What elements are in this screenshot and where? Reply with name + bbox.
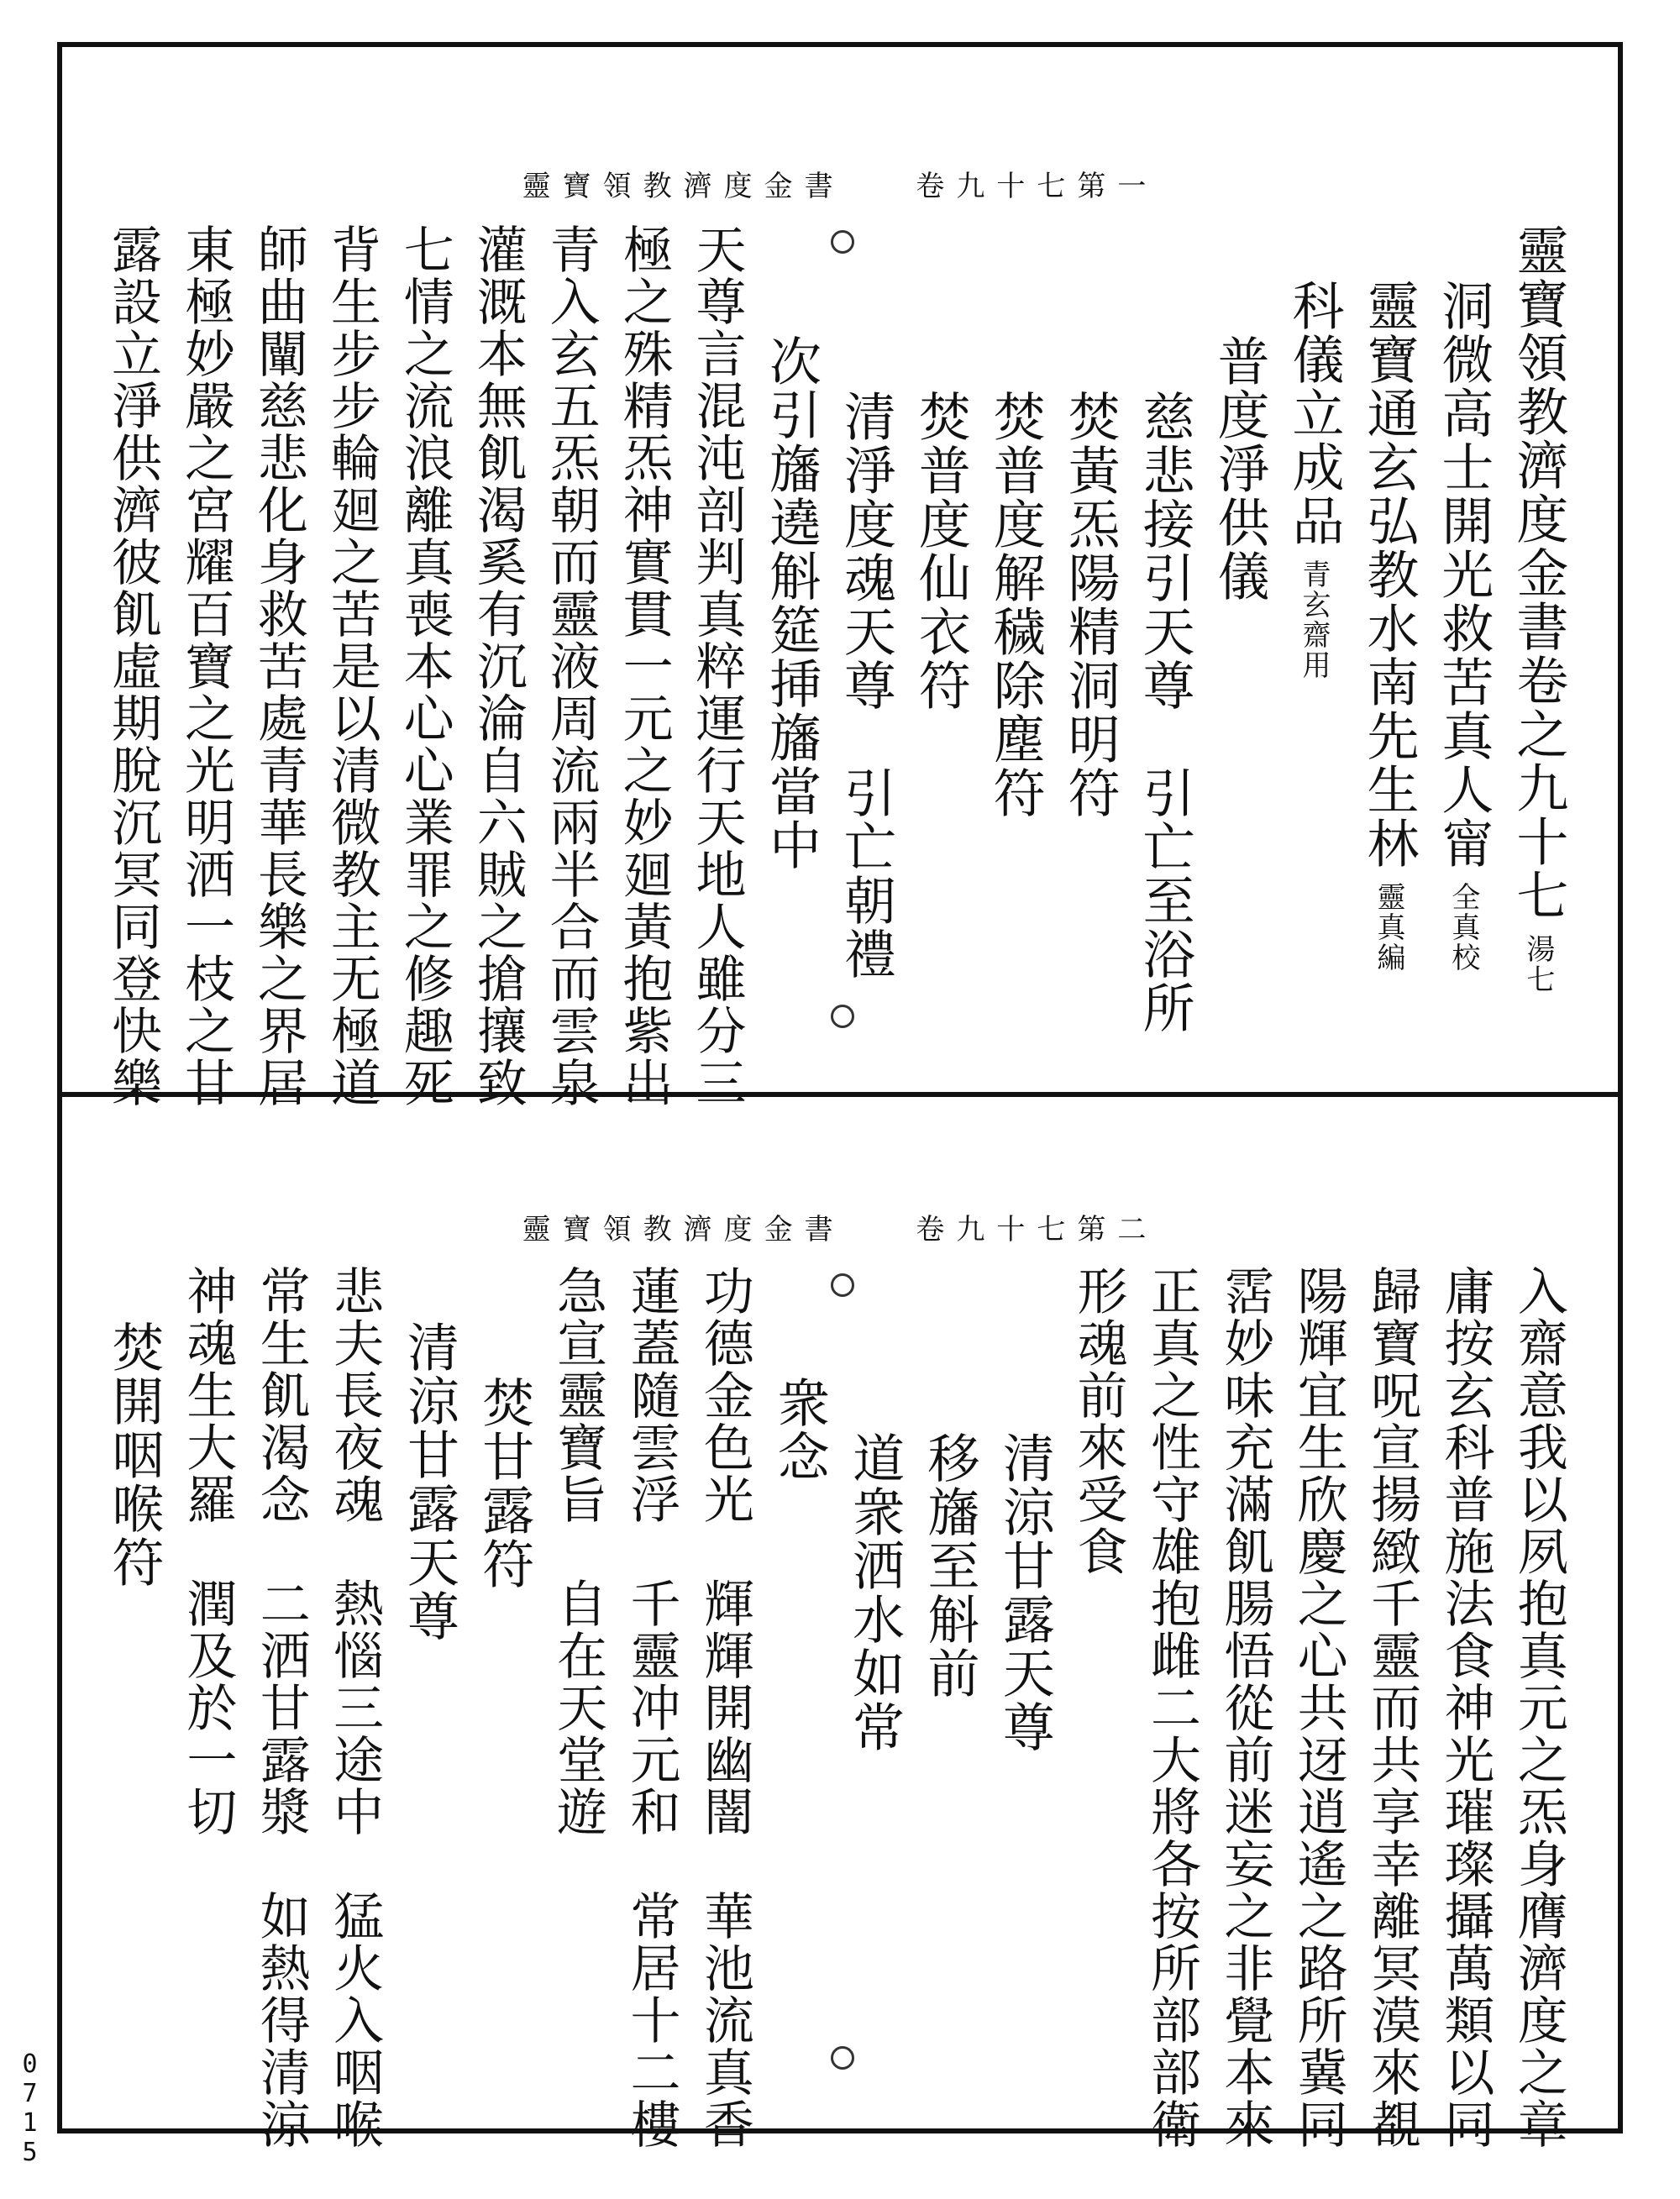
text-column: 極之殊精炁神實貫一元之妙廻黃抱紫出: [614, 223, 674, 1109]
binding-hole-marker: [831, 2046, 854, 2070]
section-title: 科儀立成品青玄齋用: [1284, 279, 1345, 680]
text-column: 庸按玄科普施法食神光璀璨攝萬類以同: [1436, 1265, 1495, 2150]
binding-hole-marker: [831, 1005, 854, 1028]
top-page: [62, 47, 1618, 1109]
binding-hole-marker: [831, 1273, 854, 1297]
text-column: 焚普度仙衣符: [910, 390, 972, 712]
text-column: 焚開咽喉符: [103, 1320, 165, 1589]
bottom-page: [62, 1097, 1618, 2150]
bottom-page-header: [62, 1206, 1618, 1247]
text-column: 清涼甘露天尊: [398, 1320, 460, 1643]
text-column: 慈悲接引天尊 引亡至浴所: [1134, 390, 1196, 1035]
book-title-column: 靈寶領教濟度金書卷之九十七湯七: [1507, 223, 1569, 995]
text-column: 焚甘露符: [473, 1376, 535, 1591]
page-number: 0715: [15, 2049, 45, 2167]
verse-column: 常生飢渴念 二洒甘露漿 如熱得清涼: [251, 1265, 311, 2150]
ritual-title: 普度淨供儀: [1209, 334, 1271, 603]
editor-line-1: 洞微高士開光救苦真人甯全真校: [1432, 279, 1494, 973]
text-column: 移旛至斛前: [918, 1431, 980, 1700]
text-column: 露設立淨供濟彼飢虛期脫沉冥同登快樂: [103, 223, 162, 1109]
verse-column: 蓮蓋隨雲浮 千靈冲元和 常居十二樓: [622, 1265, 681, 2150]
text-column: 入齋意我以夙抱真元之炁身膺濟度之章: [1509, 1265, 1568, 2150]
bottom-header-folio: 卷九十七第二: [916, 1213, 1158, 1246]
text-column: 正真之性守雄抱雌二大將各按所部部衛: [1142, 1265, 1202, 2150]
text-column: 灌溉本無飢渴奚有沉淪自六賊之搶攘致: [468, 223, 528, 1109]
text-column: 衆念: [769, 1376, 831, 1483]
text-column: 背生步步輪廻之苦是以清微教主无極道: [322, 223, 381, 1109]
text-column: 陽輝宜生欣慶之心共迓逍遙之路所冀同: [1289, 1265, 1348, 2150]
text-column: 形魂前來受食: [1068, 1265, 1128, 1577]
text-column: 次引旛遶斛筵挿旛當中: [760, 334, 822, 872]
text-column: 焚普度解穢除塵符: [984, 390, 1047, 820]
top-page-header: [62, 163, 1618, 204]
text-column: 霑妙味充滿飢腸悟從前迷妄之非覺本來: [1215, 1265, 1275, 2150]
verse-column: 急宣靈寶旨 自在天堂遊: [549, 1265, 608, 1838]
text-column: 焚黃炁陽精洞明符: [1059, 390, 1121, 820]
top-header-folio: 卷九十七第一: [916, 170, 1158, 203]
top-text-columns: [103, 223, 1569, 1109]
text-column: 道衆洒水如常: [843, 1431, 906, 1754]
editor-line-2: 靈寶通玄弘教水南先生林靈真編: [1357, 279, 1420, 973]
bottom-header-title: 靈寶領教濟度金書: [522, 1213, 845, 1246]
verse-column: 功德金色光 輝輝開幽闇 華池流真香: [695, 1265, 754, 2150]
text-column: 清涼甘露天尊: [994, 1431, 1056, 1754]
text-column: 師曲闡慈悲化身救苦處青華長樂之界居: [249, 223, 308, 1109]
verse-column: 悲夫長夜魂 熱惱三途中 猛火入咽喉: [325, 1265, 385, 2150]
verse-column: 神魂生大羅 潤及於一切: [178, 1265, 238, 1838]
text-column: 七情之流浪離真喪本心心業罪之修趣死: [395, 223, 454, 1109]
top-header-title: 靈寶領教濟度金書: [522, 170, 845, 203]
text-column: 天尊言混沌剖判真粹運行天地人雖分三: [687, 223, 747, 1109]
bottom-text-columns: [103, 1265, 1568, 2150]
text-column: 東極妙嚴之宮耀百寶之光明洒一枝之甘: [176, 223, 235, 1109]
text-column: 青入玄五炁朝而靈液周流兩半合而雲泉: [541, 223, 601, 1109]
text-column: 歸寶呪宣揚緻千靈而共享幸離冥漠來覩: [1362, 1265, 1422, 2150]
binding-hole-marker: [831, 230, 854, 254]
text-column: 清淨度魂天尊 引亡朝禮: [835, 390, 897, 981]
